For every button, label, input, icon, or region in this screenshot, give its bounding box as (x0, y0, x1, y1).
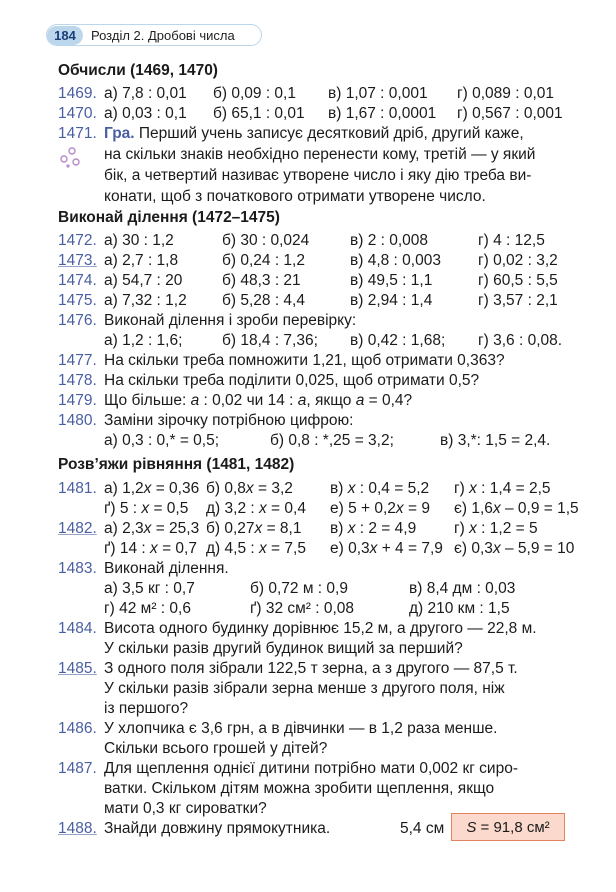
equation: г) x : 1,4 = 2,5 (454, 480, 551, 497)
item: г) 4 : 12,5 (478, 232, 545, 249)
section-heading-compute: Обчисли (1469, 1470) (58, 62, 218, 79)
game-icon (58, 145, 84, 171)
problem-number: 1481. (58, 480, 97, 497)
problem-text: бік, а четвертий називає утворене число і яку дію треба ви- (104, 167, 532, 184)
item: в) 2 : 0,008 (350, 232, 429, 249)
chapter-title: Розділ 2. Дробові числа (91, 27, 235, 43)
game-label: Гра. (104, 125, 135, 142)
page-header (46, 24, 262, 46)
problem-text: конати, щоб з початкового отримати утворене число. (104, 188, 486, 205)
problem-text: із першого? (104, 700, 189, 717)
equation: в) x : 0,4 = 5,2 (330, 480, 430, 497)
problem-number: 1476. (58, 312, 97, 329)
item: г) 0,567 : 0,001 (457, 105, 563, 122)
item: б) 65,1 : 0,01 (213, 105, 305, 122)
problem-number: 1473. (58, 252, 97, 269)
problem-number: 1482. (58, 520, 97, 537)
item: в) 2,94 : 1,4 (350, 292, 433, 309)
problem-text: Виконай ділення і зроби перевірку: (104, 312, 357, 329)
equation: д) 3,2 : x = 0,4 (206, 500, 306, 517)
item: в) 1,07 : 0,001 (328, 85, 428, 102)
item: а) 0,3 : 0,* = 0,5; (104, 432, 220, 449)
problem-text: У хлопчика є 3,6 грн, а в дівчинки — в 1,2 раза менше. (104, 720, 498, 737)
problem-number: 1478. (58, 372, 97, 389)
problem-text: Виконай ділення. (104, 560, 229, 577)
rectangle-figure (451, 813, 565, 841)
problem-number: 1483. (58, 560, 97, 577)
problem-number: 1471. (58, 125, 97, 142)
problem-text: Що більше: a : 0,02 чи 14 : a, якщо a = 0,4? (104, 392, 413, 409)
item: б) 48,3 : 21 (222, 272, 301, 289)
equation: б) 0,27x = 8,1 (206, 520, 302, 537)
problem-text: На скільки треба помножити 1,21, щоб отримати 0,363? (104, 352, 505, 369)
problem-number: 1486. (58, 720, 97, 737)
equation: є) 1,6x – 0,9 = 1,5 (454, 500, 579, 517)
item: в) 0,42 : 1,68; (350, 332, 446, 349)
rectangle-side-label: 5,4 см (400, 820, 445, 837)
equation: е) 5 + 0,2x = 9 (330, 500, 430, 517)
item: б) 0,24 : 1,2 (222, 252, 305, 269)
problem-text: На скільки треба поділити 0,025, щоб отримати 0,5? (104, 372, 480, 389)
section-heading-equations: Розв’яжи рівняння (1481, 1482) (58, 456, 295, 473)
problem-text: мати 0,3 кг сироватки? (104, 800, 267, 817)
item: ґ) 32 см² : 0,08 (250, 600, 355, 617)
problem-text: Для щеплення однієї дитини потрібно мати 0,002 кг сиро- (104, 760, 518, 777)
problem-number: 1487. (58, 760, 97, 777)
equation: е) 0,3x + 4 = 7,9 (330, 540, 443, 557)
area-variable: S (466, 818, 477, 836)
problem-text: У скільки разів зібрали зерна менше з другого поля, ніж (104, 680, 505, 697)
item: в) 4,8 : 0,003 (350, 252, 441, 269)
equation: г) x : 1,2 = 5 (454, 520, 538, 537)
item: г) 0,02 : 3,2 (478, 252, 558, 269)
equation: а) 1,2x = 0,36 (104, 480, 200, 497)
equation: ґ) 14 : x = 0,7 (104, 540, 197, 557)
equation: д) 4,5 : x = 7,5 (206, 540, 306, 557)
problem-text: Заміни зірочку потрібною цифрою: (104, 412, 354, 429)
item: в) 49,5 : 1,1 (350, 272, 433, 289)
problem-number: 1484. (58, 620, 97, 637)
equation: а) 2,3x = 25,3 (104, 520, 200, 537)
item: а) 7,32 : 1,2 (104, 292, 187, 309)
problem-number: 1472. (58, 232, 97, 249)
problem-number: 1469. (58, 85, 97, 102)
problem-number: 1477. (58, 352, 97, 369)
problem-text: ватки. Скільком дітям можна зробити щеплення, якщо (104, 780, 495, 797)
item: г) 3,6 : 0,08. (478, 332, 563, 349)
item: а) 7,8 : 0,01 (104, 85, 187, 102)
problem-text: Скільки всього грошей у дітей? (104, 740, 328, 757)
problem-number: 1488. (58, 820, 97, 837)
equation: б) 0,8x = 3,2 (206, 480, 293, 497)
problem-text: Гра. Перший учень записує десятковий дріб, другий каже, (104, 125, 524, 142)
problem-number: 1479. (58, 392, 97, 409)
item: г) 3,57 : 2,1 (478, 292, 558, 309)
problem-number: 1475. (58, 292, 97, 309)
item: а) 0,03 : 0,1 (104, 105, 187, 122)
item: б) 5,28 : 4,4 (222, 292, 305, 309)
section-heading-division: Виконай ділення (1472–1475) (58, 209, 280, 226)
item: а) 1,2 : 1,6; (104, 332, 183, 349)
item: д) 210 км : 1,5 (409, 600, 510, 617)
item: б) 0,8 : *,25 = 3,2; (270, 432, 394, 449)
item: а) 2,7 : 1,8 (104, 252, 179, 269)
item: а) 54,7 : 20 (104, 272, 183, 289)
item: в) 8,4 дм : 0,03 (409, 580, 516, 597)
problem-number: 1474. (58, 272, 97, 289)
equation: є) 0,3x – 5,9 = 10 (454, 540, 575, 557)
problem-text: на скільки знаків необхідно перенести кому, третій — у який (104, 146, 536, 163)
problem-number: 1480. (58, 412, 97, 429)
equation: ґ) 5 : x = 0,5 (104, 500, 189, 517)
item: г) 60,5 : 5,5 (478, 272, 558, 289)
item: б) 30 : 0,024 (222, 232, 310, 249)
equation: в) x : 2 = 4,9 (330, 520, 417, 537)
problem-text: У скільки разів другий будинок вищий за перший? (104, 640, 463, 657)
item: в) 3,*: 1,5 = 2,4. (440, 432, 551, 449)
item: а) 3,5 кг : 0,7 (104, 580, 195, 597)
item: б) 0,09 : 0,1 (213, 85, 296, 102)
item: в) 1,67 : 0,0001 (328, 105, 437, 122)
item: б) 0,72 м : 0,9 (250, 580, 348, 597)
item: б) 18,4 : 7,36; (222, 332, 318, 349)
item: а) 30 : 1,2 (104, 232, 174, 249)
page-number: 184 (47, 26, 83, 45)
item: г) 42 м² : 0,6 (104, 600, 191, 617)
item: г) 0,089 : 0,01 (457, 85, 554, 102)
problem-number: 1470. (58, 105, 97, 122)
problem-text: З одного поля зібрали 122,5 т зерна, а з другого — 87,5 т. (104, 660, 518, 677)
problem-text: Висота одного будинку дорівнює 15,2 м, а другого — 22,8 м. (104, 620, 537, 637)
problem-number: 1485. (58, 660, 97, 677)
area-value: = 91,8 см² (476, 818, 550, 836)
problem-text: Знайди довжину прямокутника. (104, 820, 331, 837)
